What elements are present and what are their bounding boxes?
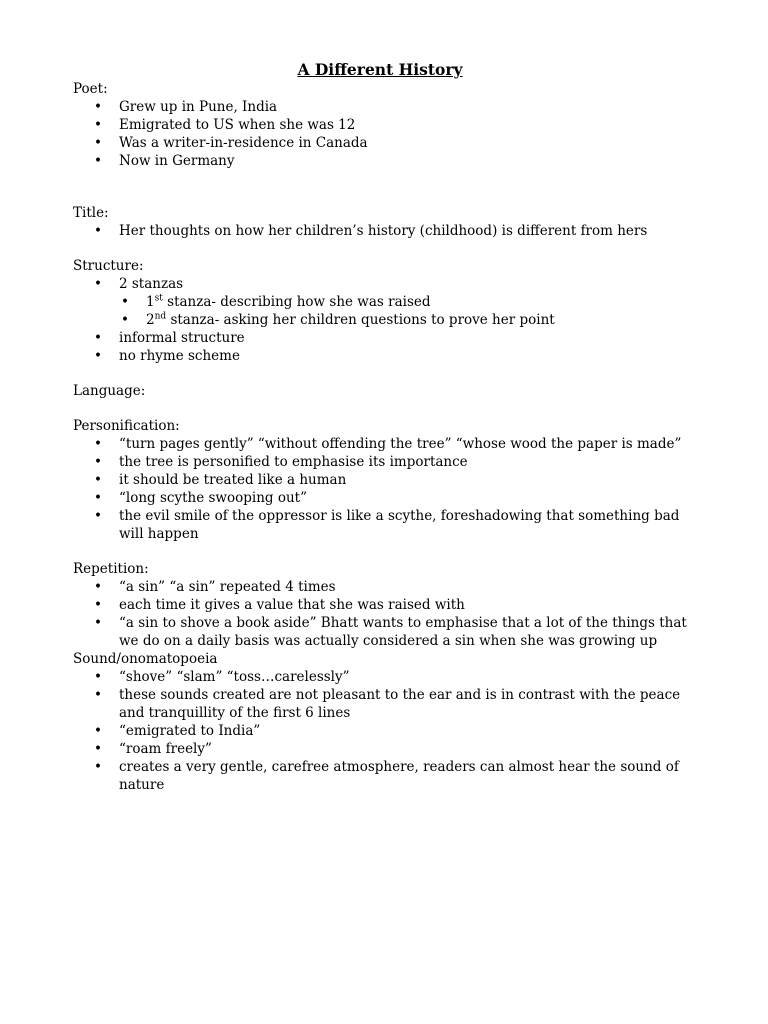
section-label: Language: — [73, 383, 146, 399]
list-item: • the evil smile of the oppressor is like a scythe, foreshadowing that something bad will happen — [73, 507, 693, 543]
section-label: Structure: — [73, 258, 144, 274]
list-item: • “long scythe swooping out” — [73, 489, 693, 507]
list-item: • Grew up in Pune, India — [73, 98, 693, 116]
bullet-list — [73, 578, 693, 650]
sub-list-item — [73, 293, 693, 311]
section-label: Personification: — [73, 418, 180, 434]
bullet-list — [73, 668, 693, 794]
stanza-description: stanza- asking her children questions to prove her point — [166, 312, 555, 328]
section-label: Repetition: — [73, 561, 149, 577]
list-item: • “a sin to shove a book aside” Bhatt wants to emphasise that a lot of the things that we do on a daily basis was actually considered a sin when she was growing up — [73, 614, 693, 650]
section-poet — [73, 80, 693, 170]
list-item: • “emigrated to India” — [73, 722, 693, 740]
ordinal-suffix: st — [154, 293, 163, 304]
bullet-list — [73, 435, 693, 543]
list-item: • creates a very gentle, carefree atmosphere, readers can almost hear the sound of nature — [73, 758, 693, 794]
section-personification — [73, 417, 693, 543]
sub-list-item — [73, 311, 693, 329]
section-repetition — [73, 560, 693, 650]
list-item: • Emigrated to US when she was 12 — [73, 116, 693, 134]
document-body — [73, 80, 693, 794]
list-item: • informal structure — [73, 329, 693, 347]
section-label: Sound/onomatopoeia — [73, 651, 218, 667]
list-item: • it should be treated like a human — [73, 471, 693, 489]
list-item: • “roam freely” — [73, 740, 693, 758]
bullet-list — [73, 275, 693, 365]
list-item: • Now in Germany — [73, 152, 693, 170]
bullet-list — [73, 222, 693, 240]
list-item: • the tree is personified to emphasise its importance — [73, 453, 693, 471]
section-label: Poet: — [73, 81, 108, 97]
section-label: Title: — [73, 205, 109, 221]
list-item: • “shove” “slam” “toss…carelessly” — [73, 668, 693, 686]
list-item: • Was a writer-in-residence in Canada — [73, 134, 693, 152]
stanza-number: 1 — [146, 294, 155, 310]
list-item: • 2 stanzas — [73, 275, 693, 293]
list-item: • these sounds created are not pleasant to the ear and is in contrast with the peace and tranquillity of the first 6 lines — [73, 686, 693, 722]
ordinal-suffix: nd — [154, 311, 167, 322]
section-language — [73, 382, 693, 400]
list-item: • each time it gives a value that she was raised with — [73, 596, 693, 614]
list-item: • Her thoughts on how her children’s history (childhood) is different from hers — [73, 222, 693, 240]
stanza-number: 2 — [146, 312, 155, 328]
list-item: • no rhyme scheme — [73, 347, 693, 365]
list-item: • “a sin” “a sin” repeated 4 times — [73, 578, 693, 596]
stanza-description: stanza- describing how she was raised — [162, 294, 431, 310]
list-item: • “turn pages gently” “without offending the tree” “whose wood the paper is made” — [73, 435, 693, 453]
document-title: A Different History — [297, 60, 463, 79]
section-structure — [73, 257, 693, 365]
bullet-list — [73, 98, 693, 170]
section-sound — [73, 650, 693, 794]
section-title — [73, 204, 693, 240]
